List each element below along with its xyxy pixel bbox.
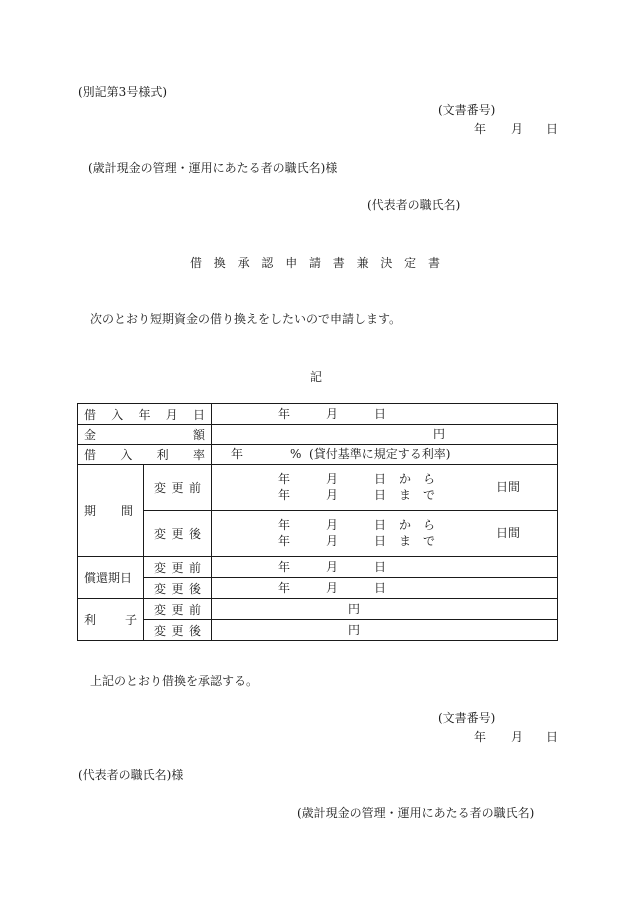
addressee: (歳計現金の管理・運用にあたる者の職氏名)様	[88, 161, 338, 175]
interest-before-value: 円	[212, 599, 558, 620]
interest-label: 利 子	[78, 599, 144, 641]
borrow-date-value: 年 月 日	[212, 404, 558, 425]
repay-before-label: 変 更 前	[144, 557, 212, 578]
title-char: 定	[404, 256, 417, 270]
repay-label: 償還期日	[78, 557, 144, 599]
title-char: 兼	[356, 256, 369, 270]
period-label: 期 間	[78, 465, 144, 557]
row-period-before	[78, 465, 558, 511]
row-borrow-date	[78, 404, 558, 425]
amount-label: 金 額	[78, 425, 212, 445]
row-repay-after	[78, 578, 558, 599]
approval-date-month: 月	[511, 730, 524, 744]
rate-label: 借 入 利 率	[78, 445, 212, 465]
row-interest-before	[78, 599, 558, 620]
approval-text: 上記のとおり借換を承認する。	[90, 674, 259, 688]
repay-after-label: 変 更 後	[144, 578, 212, 599]
row-repay-before	[78, 557, 558, 578]
title-char: 承	[237, 256, 250, 270]
title-char: 決	[380, 256, 393, 270]
title-char: 申	[285, 256, 298, 270]
application-table	[77, 403, 558, 641]
approval-date-day: 日	[546, 730, 559, 744]
interest-before-label: 変 更 前	[144, 599, 212, 620]
ki-heading: 記	[310, 370, 323, 384]
period-before-label: 変 更 前	[144, 465, 212, 511]
period-after-label: 変 更 後	[144, 511, 212, 557]
row-period-after	[78, 511, 558, 557]
interest-after-value: 円	[212, 620, 558, 641]
date-year: 年	[474, 122, 487, 136]
title-char: 認	[261, 256, 274, 270]
approval-date-year: 年	[474, 730, 487, 744]
intro-text: 次のとおり短期資金の借り換えをしたいので申請します。	[90, 312, 402, 326]
row-amount	[78, 425, 558, 445]
title-char: 借	[190, 256, 203, 270]
title-char: 請	[308, 256, 321, 270]
row-interest-after	[78, 620, 558, 641]
repay-after-value: 年 月 日	[212, 578, 558, 599]
footer-issuer: (歳計現金の管理・運用にあたる者の職氏名)	[297, 806, 535, 820]
amount-value: 円	[212, 425, 558, 445]
title-char: 書	[332, 256, 345, 270]
borrow-date-label: 借 入 年 月 日	[78, 404, 212, 425]
row-rate	[78, 445, 558, 465]
document-number: (文書番号)	[438, 103, 496, 117]
approval-document-number: (文書番号)	[438, 711, 496, 725]
document-title	[190, 255, 440, 271]
footer-addressee: (代表者の職氏名)様	[78, 768, 184, 782]
applicant: (代表者の職氏名)	[367, 198, 461, 212]
title-char: 換	[213, 256, 226, 270]
date-month: 月	[511, 122, 524, 136]
rate-value: 年 % (貸付基準に規定する利率)	[212, 445, 558, 465]
form-id: (別記第3号様式)	[78, 85, 167, 99]
interest-after-label: 変 更 後	[144, 620, 212, 641]
period-before-value: 年 月 日 か ら 年 月 日 ま で 日間	[212, 465, 558, 511]
date-day: 日	[546, 122, 559, 136]
title-char: 書	[427, 256, 440, 270]
repay-before-value: 年 月 日	[212, 557, 558, 578]
period-after-value: 年 月 日 か ら 年 月 日 ま で 日間	[212, 511, 558, 557]
